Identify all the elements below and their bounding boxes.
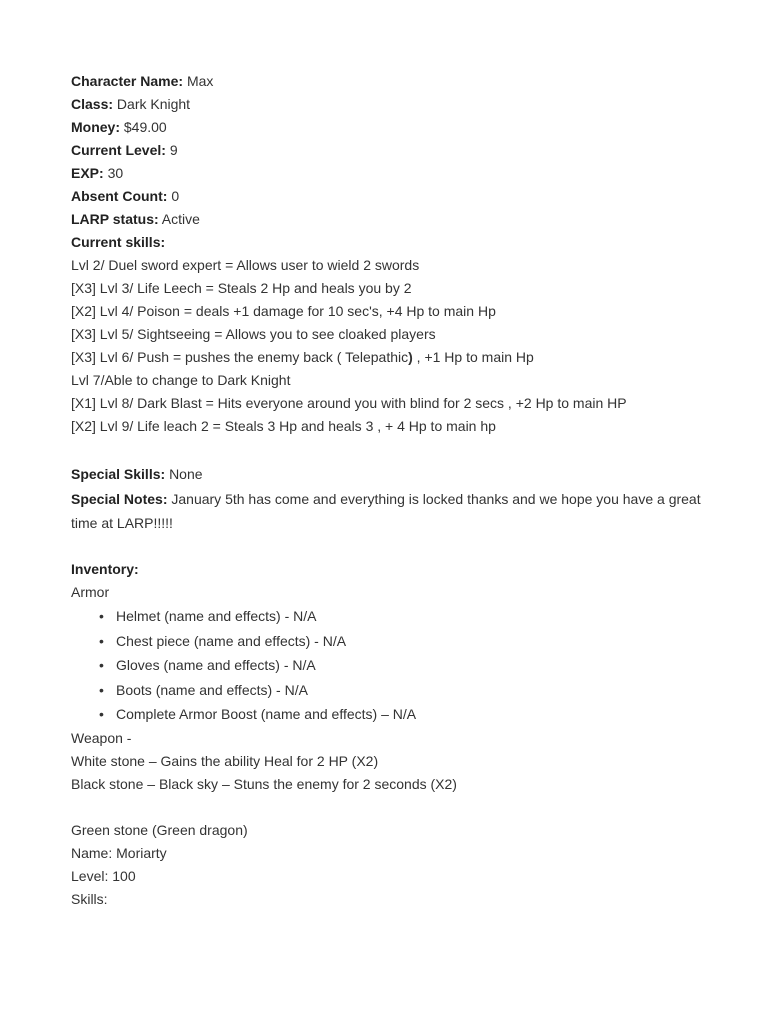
list-item [71,653,711,678]
skill-line: [X2] Lvl 4/ Poison = deals +1 damage for 10 sec's, +4 Hp to main Hp [71,303,496,319]
armor-item: Gloves (name and effects) - N/A [116,657,316,673]
larp-value: Active [161,211,200,227]
exp-label: EXP: [71,165,104,181]
larp-label: LARP status: [71,211,159,227]
armor-item: Complete Armor Boost (name and effects) – N/A [116,706,417,722]
skill-line: Lvl 7/Able to change to Dark Knight [71,372,291,388]
document [71,70,711,911]
money-label: Money: [71,119,120,135]
bullet: • [99,632,104,649]
skill-line-tail: , +1 Hp to main Hp [412,349,534,365]
green-stone-line: Level: 100 [71,867,136,884]
character-name-value: Max [186,73,214,89]
level-label: Current Level: [71,142,166,158]
absent-value: 0 [171,188,180,204]
level-row [71,139,711,162]
special-skills-value: None [169,466,203,482]
bullet: • [99,706,104,722]
skill-line: [X3] Lvl 3/ Life Leech = Steals 2 Hp and heals you by 2 [71,280,412,296]
special-skills-label: Special Skills: [71,466,166,482]
green-stone-line: Name: Moriarty [71,844,167,861]
list-item [71,702,711,727]
level-value: 9 [169,142,178,158]
exp-value: 30 [107,165,124,181]
stone-line: White stone – Gains the ability Heal for 2 HP (X2) [71,752,379,769]
green-stone-line: Green stone (Green dragon) [71,821,248,838]
absent-label: Absent Count: [71,188,168,204]
absent-row [71,185,711,208]
armor-item: Helmet (name and effects) - N/A [116,608,317,624]
special-skills-row [71,463,711,486]
list-item [71,678,711,703]
bullet: • [99,657,104,673]
bullet: • [99,608,104,624]
larp-row [71,208,711,231]
skill-line [71,346,711,369]
special-notes-label: Special Notes: [71,491,168,507]
class-label: Class: [71,96,114,112]
special-notes-row [71,487,711,535]
weapon-label: Weapon - [71,729,132,746]
character-name-row [71,70,711,93]
money-value: $49.00 [123,119,167,135]
bullet: • [99,681,104,698]
skill-line-text: [X3] Lvl 6/ Push = pushes the enemy back ( Telepathic [71,349,409,365]
inventory-heading: Inventory: [71,561,139,577]
skill-line-paren: ) [408,349,413,365]
class-value: Dark Knight [116,96,191,112]
green-stone-line: Skills: [71,890,108,907]
character-name-label: Character Name: [71,73,184,89]
list-item [71,604,711,629]
skill-line: [X3] Lvl 5/ Sightseeing = Allows you to see cloaked players [71,326,436,342]
armor-list [71,604,711,727]
armor-item: Boots (name and effects) - N/A [116,681,308,698]
skills-heading: Current skills: [71,234,166,250]
special-notes-value: January 5th has come and everything is locked thanks and we hope you have a great time at LARP!!!!! [71,491,701,531]
exp-row [71,162,711,185]
money-row [71,116,711,139]
skill-line: [X1] Lvl 8/ Dark Blast = Hits everyone around you with blind for 2 secs , +2 Hp to main HP [71,395,627,411]
armor-label: Armor [71,584,110,600]
class-row [71,93,711,116]
stone-line: Black stone – Black sky – Stuns the enemy for 2 seconds (X2) [71,775,457,792]
skill-line: Lvl 2/ Duel sword expert = Allows user to wield 2 swords [71,257,420,273]
armor-item: Chest piece (name and effects) - N/A [116,632,347,649]
list-item [71,629,711,654]
skill-line: [X2] Lvl 9/ Life leach 2 = Steals 3 Hp and heals 3 , + 4 Hp to main hp [71,418,496,434]
